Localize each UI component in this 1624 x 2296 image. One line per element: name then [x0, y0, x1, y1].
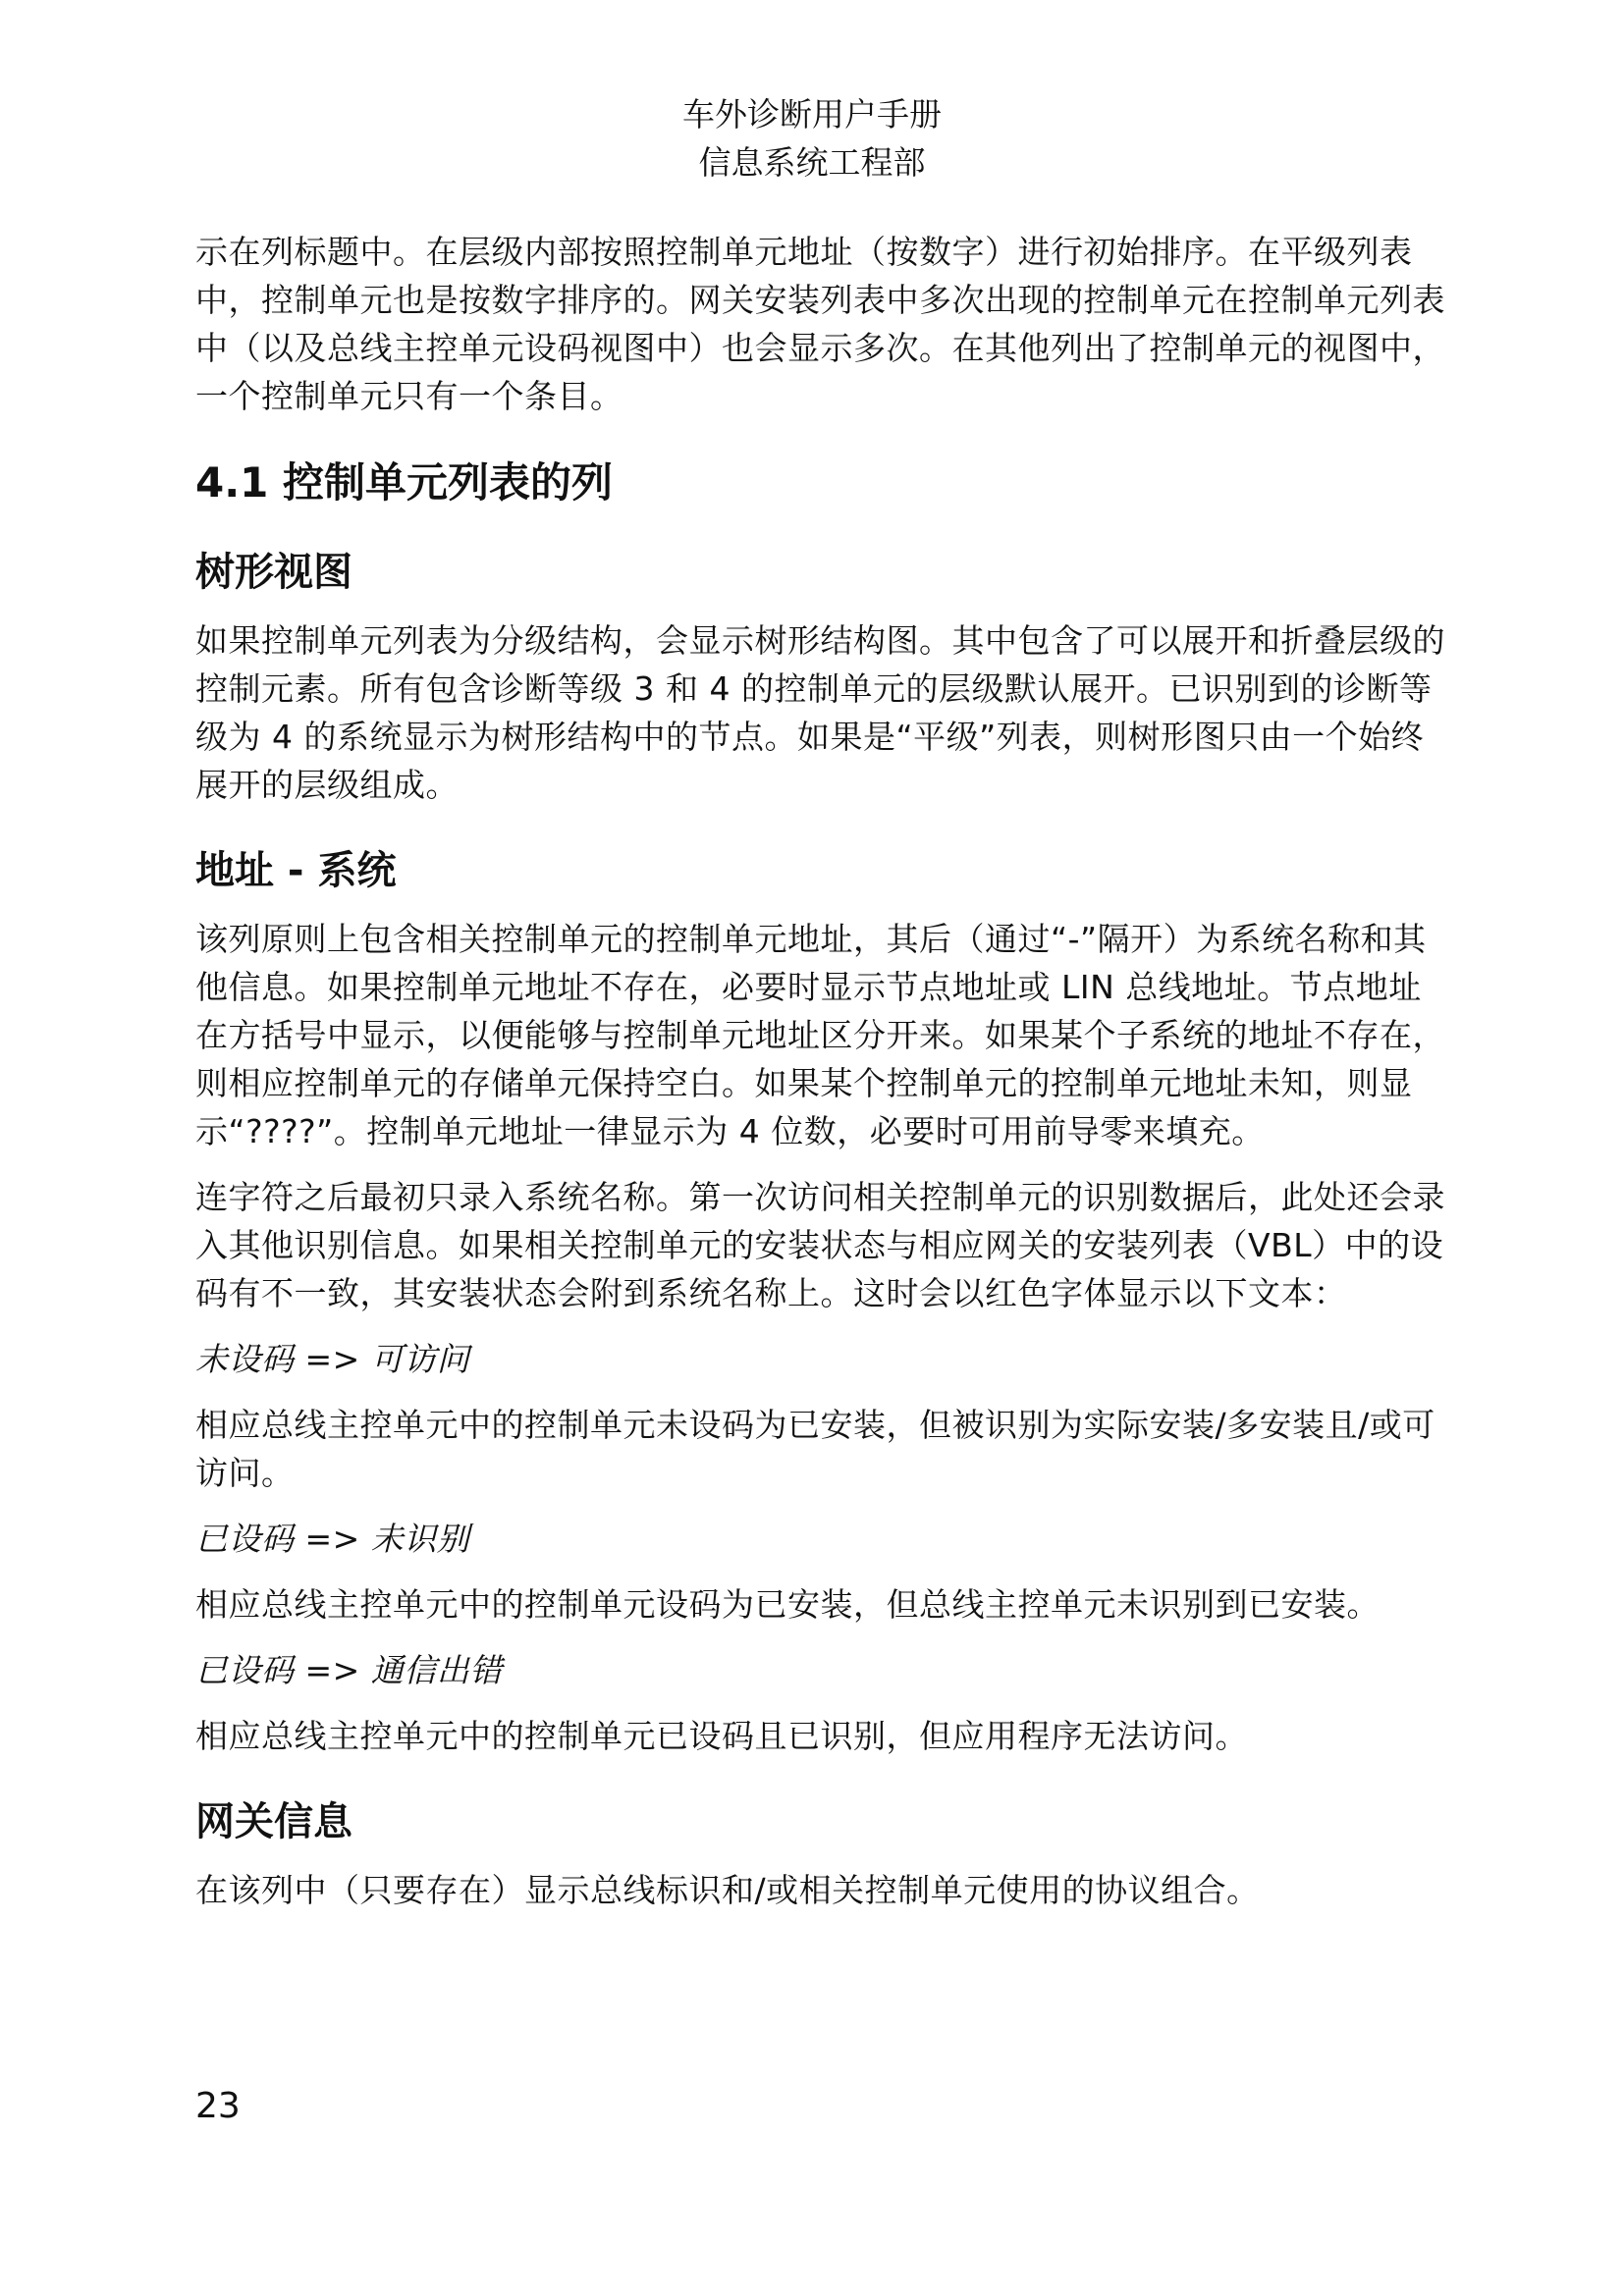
- address-system-paragraph-1: 该列原则上包含相关控制单元的控制单元地址，其后（通过“-”隔开）为系统名称和其他信息。如果控制单元地址不存在，必要时显示节点地址或 LIN 总线地址。节点地址在方括号中显示，以便能够与控制单元地址区分开来。如果某个子系统的地址不存在，则相应控制单元的存储单元保持空白。如果某个控制单元的控制单元地址未知，则显示“????”。控制单元地址一律显示为 4 位数，必要时可用前导零来填充。: [195, 920, 1445, 1150]
- address-system-paragraph-2: 连字符之后最初只录入系统名称。第一次访问相关控制单元的识别数据后，此处还会录入其他识别信息。如果相关控制单元的安装状态与相应网关的安装列表（VBL）中的设码有不一致，其安装状态会附到系统名称上。这时会以红色字体显示以下文本：: [195, 1178, 1445, 1312]
- state-label-not-coded: 未设码 => 可访问: [195, 1340, 470, 1378]
- page-body: [195, 228, 1454, 1932]
- header-department: 信息系统工程部: [698, 143, 926, 182]
- section-title: 4.1 控制单元列表的列: [195, 458, 614, 507]
- state-description-not-coded: 相应总线主控单元中的控制单元未设码为已安装，但被识别为实际安装/多安装且/或可访问。: [195, 1406, 1435, 1492]
- address-system-heading: 地址 - 系统: [195, 848, 397, 893]
- page-number: 23: [195, 2086, 241, 2126]
- tree-view-heading: 树形视图: [195, 550, 352, 595]
- state-label-coded-not-identified: 已设码 => 未识别: [195, 1520, 470, 1558]
- state-label-coded-comm-error: 已设码 => 通信出错: [195, 1651, 503, 1689]
- header-manual-title: 车外诊断用户手册: [682, 95, 942, 133]
- intro-paragraph: 示在列标题中。在层级内部按照控制单元地址（按数字）进行初始排序。在平级列表中，控制单元也是按数字排序的。网关安装列表中多次出现的控制单元在控制单元列表中（以及总线主控单元设码视图中）也会显示多次。在其他列出了控制单元的视图中，一个控制单元只有一个条目。: [195, 233, 1445, 415]
- gateway-info-heading: 网关信息: [195, 1799, 352, 1844]
- state-description-coded-not-identified: 相应总线主控单元中的控制单元设码为已安装，但总线主控单元未识别到已安装。: [195, 1585, 1380, 1624]
- gateway-info-paragraph: 在该列中（只要存在）显示总线标识和/或相关控制单元使用的协议组合。: [195, 1871, 1260, 1909]
- page-header: [0, 90, 1624, 187]
- tree-view-paragraph: 如果控制单元列表为分级结构，会显示树形结构图。其中包含了可以展开和折叠层级的控制元素。所有包含诊断等级 3 和 4 的控制单元的层级默认展开。已识别到的诊断等级为 4 的系统显示为树形结构中的节点。如果是“平级”列表，则树形图只由一个始终展开的层级组成。: [195, 621, 1445, 804]
- state-description-coded-comm-error: 相应总线主控单元中的控制单元已设码且已识别，但应用程序无法访问。: [195, 1717, 1248, 1755]
